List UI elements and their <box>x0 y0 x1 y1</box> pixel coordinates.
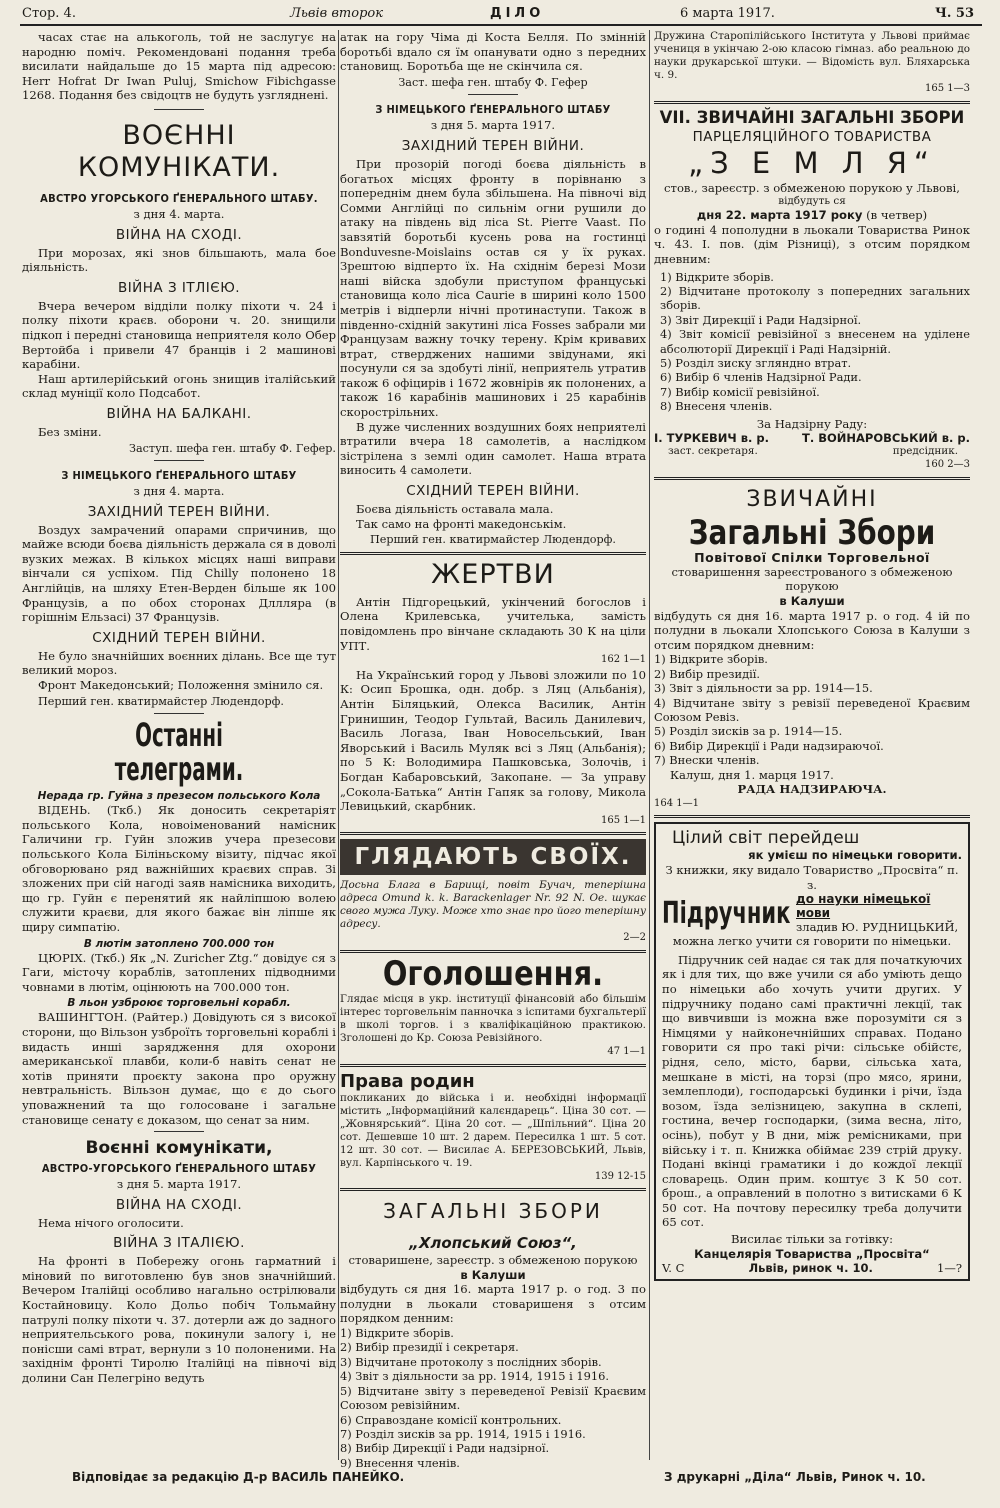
telegram-text: ЦЮРІХ. (Ткб.) Як „N. Zuricher Ztg.“ довідує ся з Гаги, місточу кораблів, затоплених підводними човнами в лютім, оцінюють на 700.000 тон. <box>22 950 336 994</box>
divider <box>654 477 970 480</box>
searching-text: Досьна Блага в Барищі, повіт Бучач, теперішна адреса Omund k. k. Barackenlager Nr. 92 N. Oe. шукає свого мужа Луку. Може хто знає про його теперішну адресу. <box>340 879 646 931</box>
ad-code: 160 2—3 <box>925 459 970 471</box>
report-date: з дня 5. марта 1917. <box>430 118 556 133</box>
agenda-item: 7) Вибір комісії ревізійної. <box>660 384 820 399</box>
signature: РАДА НАДЗИРАЮЧА. <box>737 782 887 797</box>
agenda-item: 1) Відкрите зборів. <box>660 269 774 284</box>
agenda-item: 6) Вибір Дирекції і Ради надзираючої. <box>654 738 884 753</box>
issue-date: 6 марта 1917. <box>680 6 775 21</box>
footer-editor: Відповідає за редакцію Д-р ВАСИЛЬ ПАНЕЙКО. <box>72 1470 405 1484</box>
rights-text: покликаних до війська і и. необхідні інформації містить „Інформаційний калєндарець“. Ціна 30 сот. — „Жовнярський“. Ціна 20 сот. — „Шпільний“. Ціна 20 сот. Дешевше 10 шт. 2 дарем. Пересилка 1 шт. 5 сот. 12 шт. 30 сот. — Висилає А. БЕРЕЗОВСЬКИЙ, Львів, вул. Карпінського ч. 19. <box>340 1091 646 1169</box>
telegram-title: В лютім затоплено 700.000 тон <box>83 937 275 950</box>
agenda-item: 5) Відчитане звіту з переведеної Ревізії Краєвим Союзом ревізійним. <box>340 1383 646 1413</box>
staff-title: АВСТРО УГОРСЬКОГО ҐЕНЕРАЛЬНОГО ШТАБУ. <box>40 191 318 205</box>
front-title: ВІЙНА З ІТАЛІЄЮ. <box>113 1235 245 1252</box>
org-name: ПАРЦЕЛЯЦІЙНОГО ТОВАРИСТВА <box>692 128 932 145</box>
signature: Т. ВОЙНАРОВСЬКИЙ в. р. <box>802 431 970 446</box>
ad-code: V. C <box>662 1261 685 1276</box>
agenda-item: 9) Внесення членів. <box>340 1455 460 1470</box>
section-heading: ВОЄННІ КОМУНІКАТИ. <box>77 119 281 183</box>
signature-role: предсідник. <box>892 445 958 458</box>
report-text: Фронт Македонський; Положення змінило ся. <box>38 678 324 693</box>
front-title: СХІДНИЙ ТЕРЕН ВІЙНИ. <box>92 629 266 646</box>
ad-code: 2—2 <box>623 932 646 944</box>
agenda-item: 2) Вибір президії і секретаря. <box>340 1340 519 1355</box>
signature: Перший ген. кватирмайстер Людендорф. <box>38 694 284 708</box>
org-desc: стоваришене, зареєстр. з обмеженою порукою <box>348 1253 638 1268</box>
telegram-title: Нерада гр. Гуйна з презесом польського Кола <box>37 790 321 803</box>
front-title: ВІЙНА З ІТЛІЄЮ. <box>117 279 241 296</box>
donation-text: На Український город у Львові зложили по 10 К: Осип Брошка, одн. добр. з Ляц (Альбанія), Антін Біляцький, Олекса Василик, Антін Гринишин, Теодор Гультай, Василь Данилевич, Василь Логаза, Іван Новосельський, Іван Яворський і Василь Муляк всі з Ляц (Альбанія); по 5 К: Володимира Пашковська, Золочів, і Богдан Кабаровський, Закопане. — За управу „Сокола-Батька“ Антін Гапяк за голову, Микола Левицький, скарбник. <box>340 667 646 814</box>
ad-cash: Висилає тільки за готівку: <box>731 1232 893 1247</box>
front-title: ЗАХІДНИЙ ТЕРЕН ВІЙНИ. <box>401 137 585 154</box>
report-text: Без зміни. <box>38 424 102 439</box>
agenda-list <box>660 270 970 414</box>
meeting-will: відбудуть ся <box>778 195 846 208</box>
column-left <box>22 30 336 1470</box>
agenda-item: 6) Справоздане комісії контрольних. <box>340 1412 562 1427</box>
org-place: в Калуши <box>779 594 845 608</box>
report-text: В дуже численних воздушних боях неприятелі втратили вчера 18 самолетів, а наслідком зістрілена з землі один самолет. Наша втрата виносить 4 самолети. <box>340 419 646 478</box>
agenda-item: 7) Розділ зисків за рр. 1914, 1915 і 1916. <box>340 1426 586 1441</box>
meeting-text: відбудуть ся дня 16. марта 1917 р. о год. 4 ій по полудни в льокали Хлопського Союза в Калуши з отсим порядком дневним: <box>654 608 970 652</box>
donation-text: Антін Підгорецький, укінчений богослов і Олена Крилевська, учителька, замість повідомлень про вінчане складають 30 К на ціли УПТ. <box>340 594 646 653</box>
agenda-item: 7) Внески членів. <box>654 753 760 768</box>
meeting-date: Калуш, дня 1. марця 1917. <box>670 767 834 782</box>
meeting-heading: ЗВИЧАЙНІ <box>746 486 878 512</box>
report-text: Так само на фронті македонськім. <box>356 516 567 531</box>
report-text: Боєва діяльність оставала мала. <box>356 502 554 517</box>
publisher-office: Канцелярія Товариства „Просвіта“ <box>694 1246 930 1261</box>
org-name: „Хлопський Союз“, <box>409 1234 577 1253</box>
divider <box>154 460 204 461</box>
agenda-item: 4) Звіт комісії ревізійної з внесенем на уділене абсолюторії Дирекції і Раді Надзірній. <box>660 327 970 356</box>
publisher-address: Львів, ринок ч. 10. <box>748 1261 873 1276</box>
communique-heading: Воєнні комунікати, <box>85 1138 273 1159</box>
agenda-item: 1) Відкрите зборів. <box>654 652 768 667</box>
report-text: При морозах, які знов більшають, мала бое діяльність. <box>22 245 336 275</box>
report-text: атак на гору Чіма ді Коста Белля. По змінній боротьбі вдало ся їм опанувати одно з передних становищ. Боротьба ще не скінчила ся. <box>340 30 646 74</box>
report-text: Наш артилерійський огонь знищив італійський склад муніції коло Подсабот. <box>22 371 336 401</box>
divider <box>154 713 204 714</box>
book-subject: до науки німецької мови <box>796 892 931 921</box>
ad-subheadline: як умієш по німецьки говорити. <box>748 848 962 863</box>
report-text: Воздух замрачений опарами спричинив, що майже всюди боєва діяльність держала ся в доволі вузких межах. В кількох місцях наші виправи вінчали ся успіхом. Під Chilly полонено 18 Англійців, на шляху Етен-Верден більше як 100 Французів, а по обох сторонах Дллляра (в горішнім Ельзасі) 37 Французів. <box>22 522 336 625</box>
divider <box>654 815 970 818</box>
staff-title: АВСТРО-УГОРСЬКОГО ҐЕНЕРАЛЬНОГО ШТАБУ <box>41 1162 317 1176</box>
meeting-heading: ЗАГАЛЬНІ ЗБОРИ <box>383 1199 603 1224</box>
report-text: Нема нічого оголосити. <box>38 1215 184 1230</box>
rights-heading: Права родин <box>340 1070 475 1092</box>
front-title: СХІДНИЙ ТЕРЕН ВІЙНИ. <box>406 483 580 500</box>
signature-role: заст. секретаря. <box>668 445 758 458</box>
newspaper-title: ДІЛО <box>490 6 545 21</box>
meeting-text: о годині 4 пополудни в льокали Товариства Ринок ч. 43. І. пов. (дім Різниці), з отсим порядком дневним: <box>654 222 970 266</box>
announcements-heading: Оголошення. <box>382 953 604 994</box>
staff-title: З НІМЕЦЬКОГО ҐЕНЕРАЛЬНОГО ШТАБУ <box>61 469 297 483</box>
book-author: зладив Ю. РУДНИЦЬКИЙ, <box>796 920 959 935</box>
meeting-for: За Надзірну Раду: <box>756 416 868 431</box>
agenda-item: 3) Відчитане протоколу з послідних зборів. <box>340 1354 602 1369</box>
announcement-text: Глядає місця в укр. інституції фінансовій або більшім інтерес торговельнім панночка з іспитами бухгальтерії в школі торгов. і з кваліфікаційною практикою. Зголошені до Кр. Союза Ревізійного. <box>340 992 646 1044</box>
notice-text: Дружина Старопілійського Інститута у Львові приймає учениця в укінчаю 2-ою класою гімназ. або реальною до науки друкарської штуки. — Відомість вул. Бляхарська ч. 9. <box>654 30 970 81</box>
divider <box>340 1188 646 1191</box>
divider <box>340 552 646 555</box>
victims-heading: ЖЕРТВИ <box>431 558 555 590</box>
agenda-item: 4) Відчитане звіту з ревізії переведеної Краєвим Союзом Ревіз. <box>654 695 970 724</box>
org-desc: стоваришення зареєстрованого з обмеженою порукою <box>671 564 953 594</box>
column-middle <box>340 30 646 1470</box>
divider <box>340 950 646 953</box>
report-date: з дня 4. марта. <box>133 484 225 499</box>
column-right <box>654 30 970 1470</box>
divider <box>654 101 970 104</box>
divider <box>154 1131 204 1132</box>
divider <box>468 94 518 95</box>
intro-text: часах стає на алькоголь, той не заслугує на народню поміч. Рекомендовані подання треба висилати найдальше до 15 марта під адресою: Herr Hofrat Dr Iwan Puluj, Smichow Fibichgasse 1268. Подання без свідоцтв не будуть узгляднені. <box>22 30 336 103</box>
agenda-list <box>340 1326 646 1470</box>
ad-code: 1—? <box>937 1261 962 1276</box>
telegram-text: ВІДЕНЬ. (Ткб.) Як доносить секретаріят польського Кола, новоіменований намісник Галичини гр. Гуйн зложив учера презесови польського Кола Біліньскому візиту, підчас якої обговорювано ряд важнійших краєвих справ. Зі зложених при сій нагоді заяв намісника виходить, що гр. Гуйн є перенятий як найліпшою волею служити краєви, для якого бажає він ліпше як щиру симпатію. <box>22 803 336 934</box>
front-title: ВІЙНА НА СХОДІ. <box>115 226 243 243</box>
meeting-day: (в четвер) <box>866 208 928 223</box>
issue-number: Ч. 53 <box>935 6 975 21</box>
ad-body: Підручник сей надає ся так для початкуючих як і для тих, що вже учили ся або уміють дещо по німецьки або хочуть учити других. У підручнику подано самі практичні лекції, так що вивчивши із можна вже порозуміти ся з Німцями у найконечнійших справах. Подано говорити ся про такі річи: сільське обійстє, рідня, село, місто, барви, сільська хата, мешкане в місті, на торзі (про мясо, ярини, землеплоди), господарські будинки і річи, їзда возом, їзда зелізницею, закупна в склепі, гостина, вечер господарки, (зима весна, літо, осінь), побут у В дни, між ремісниками, при війську і т. п. Книжка обіймає 239 стрій друку. Подані вкінці граматики і до кождої лекції словарець. Один прим. коштує 3 К 50 сот. брош., а оправлений в полотно з витисками 6 К 50 сот. На почтову пересилку треба долучити 65 сот. <box>662 952 962 1230</box>
ad-code: 162 1—1 <box>601 654 646 666</box>
signature: Заст. шефа ген. штабу Ф. Гефер <box>398 75 588 89</box>
book-advert <box>654 822 970 1281</box>
front-title: ЗАХІДНИЙ ТЕРЕН ВІЙНИ. <box>87 503 271 520</box>
city-day: Львів второк <box>290 6 383 21</box>
company-name: „З Е М Л Я“ <box>688 145 936 180</box>
column-divider <box>338 30 339 1460</box>
agenda-item: 8) Вибір Дирекції і Ради надзірної. <box>340 1441 550 1456</box>
agenda-item: 5) Розділ зиску згляндно втрат. <box>660 356 852 370</box>
meeting-title: Загальні Збори <box>688 512 936 553</box>
signature: Перший ген. кватирмайстер Людендорф. <box>370 533 616 547</box>
report-text: Вчера вечером відділи полку піхоти ч. 24 і полку піхоти краєв. оборони ч. 20. знищили підкоп і передні становища неприятеля коло Обер Вертойба і привели 47 бранців і 2 машинові карабіни. <box>22 298 336 372</box>
meeting-date: дня 22. марта 1917 року <box>696 208 863 223</box>
divider <box>154 109 204 110</box>
report-text: При прозорій погоді боєва діяльність в богатьох місцях фронту в порівнаню з попереднім днем була збільшена. На півночі від Сомми Англійці по сильнім огни рушили до атаку на південь від ліса St. Pierre Vaast. По завзятій боротьбі кусень рова на гостинці Bonduvesne-Moislains остав ся у їх руках. Зрештою відперто їх. На східнім березі Мози наші війска здобули приступом француські становища коло ліса Caurie в ширині коло 1500 метрів і відперли нічні протинаступи. Також в південно-східній закутині ліса Fosses забрали ми Французам важну точку терену. Крім кривавих втрат, стверджених нашими звідунами, які посунули ся за здобуті лінії, неприятель утратив також 6 офіцирів і 1672 жовнірів як полонених, а також 16 карабінів машинових і 25 карабінів скорострільних. <box>340 156 646 420</box>
agenda-list <box>654 652 970 767</box>
page-number: Стор. 4. <box>22 6 76 21</box>
ad-text: можна легко учити ся говорити по німецьки. <box>672 934 952 949</box>
ad-code: 47 1—1 <box>607 1045 646 1057</box>
ad-code: 165 1—1 <box>601 814 646 826</box>
searching-heading: ГЛЯДАЮТЬ СВОЇХ. <box>340 839 646 875</box>
agenda-item: 2) Відчитане протоколу з попередних загальних зборів. <box>660 283 970 313</box>
org-place: в Калуши <box>460 1267 526 1282</box>
agenda-item: 1) Відкрите зборів. <box>340 1326 454 1341</box>
agenda-item: 5) Розділ зисків за р. 1914—15. <box>654 724 843 739</box>
signature: Заступ. шефа ген. штабу Ф. Гефер. <box>129 441 336 455</box>
ad-code: 164 1—1 <box>654 797 699 809</box>
telegram-text: ВАШИНГТОН. (Райтер.) Довідують ся з високої сторони, що Вільзон узброїть торговельні кораблі і видасть инші зарядження для охорони американської плавби, коли-б навіть сенат не хотів приняти проєкту закона про оружну невтральність. Вільзон думає, що є до сього уповажнений та що голосоване і загальне становище сенату є доказом, що сенат за ним. <box>22 1010 336 1127</box>
column-divider <box>649 30 650 1460</box>
footer-printer: З друкарні „Діла“ Львів, Ринок ч. 10. <box>664 1470 926 1484</box>
page-header <box>20 4 982 26</box>
ad-code: 139 12-15 <box>594 1170 646 1182</box>
agenda-item: 2) Вибір президії. <box>654 666 761 681</box>
agenda-item: 8) Внесеня членів. <box>660 399 773 414</box>
front-title: ВІЙНА НА БАЛКАНІ. <box>106 405 252 422</box>
ad-headline: Цілий світ перейдеш <box>672 828 860 849</box>
meeting-heading: VII. ЗВИЧАЙНІ ЗАГАЛЬНІ ЗБОРИ <box>659 107 965 127</box>
org-desc: стов., зареєстр. з обмеженою порукою у Львові, <box>664 180 960 195</box>
org-name: Повітової Спілки Торговельної <box>694 549 930 565</box>
agenda-item: 4) Звіт з діяльности за рр. 1914, 1915 і 1916. <box>340 1369 610 1384</box>
meeting-text: відбудуть ся дня 16. марта 1917 р. о год. 3 по полудни в льокали стоваришеня з отсим порядком денним: <box>340 1282 646 1326</box>
report-text: Не було значнійших воєнних ділань. Все ще тут великий мороз. <box>22 648 336 678</box>
agenda-item: 3) Звіт Дирекції і Ради Надзірної. <box>660 312 862 327</box>
telegrams-heading: Останні телеграми. <box>114 716 244 789</box>
ad-code: 165 1—3 <box>925 83 970 94</box>
ad-text: З книжки, яку видало Товариство „Просвіта“ п. з. <box>665 863 959 892</box>
signature: І. ТУРКЕВИЧ в. р. <box>654 431 769 446</box>
front-title: ВІЙНА НА СХОДІ. <box>115 1196 243 1213</box>
agenda-item: 3) Звіт з діяльности за рр. 1914—15. <box>654 681 873 696</box>
staff-title: З НІМЕЦЬКОГО ҐЕНЕРАЛЬНОГО ШТАБУ <box>375 103 611 117</box>
telegram-title: В льон узброює торговельні корабл. <box>67 997 291 1010</box>
agenda-item: 6) Вибір 6 членів Надзірної Ради. <box>660 370 862 385</box>
report-date: з дня 4. марта. <box>133 206 225 221</box>
report-date: з дня 5. марта 1917. <box>116 1177 242 1192</box>
divider <box>340 832 646 835</box>
book-title: Підручник <box>662 895 791 931</box>
report-text: На фронті в Побережу огонь гарматний і міновий по виготовленю був знов значнійший. Вечером Італійці особливо нагально острілювали Костайновицу. Коло Дольо побіч Тольмайну патрулі полку піхоти ч. 37. дотерли аж до задного неприятельського рова, покинули залогу і, не понісши самі втрат, вернули з 10 полоненими. На західнім фронті Тиролю Італійці на півночі від долини Сан Пелегріно ведуть <box>22 1254 336 1386</box>
divider <box>340 1064 646 1067</box>
